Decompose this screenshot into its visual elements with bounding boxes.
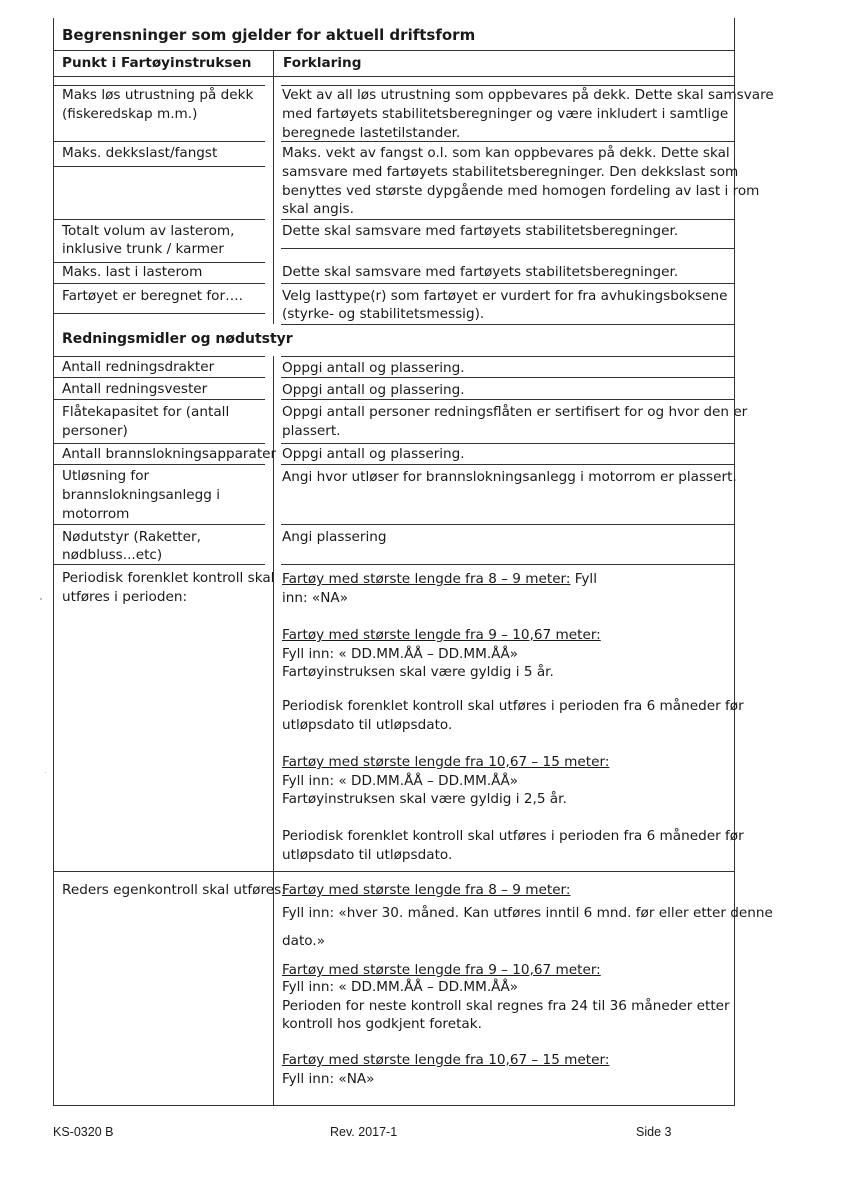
row-label-hold-volume [62, 222, 266, 241]
row-label-emergency-gear: Nødutstyr (Raketter, [62, 529, 201, 545]
row-explanation-vessel-designed-for-1: Velg lasttype(r) som fartøyet er vurdert for fra avhukingsboksene [282, 288, 728, 304]
row-explanation-deck-cargo-1: Maks. vekt av fangst o.l. som kan oppbevares på dekk. Dette skal [282, 145, 730, 161]
row-explanation-deck-cargo-4: skal angis. [282, 201, 354, 217]
section-title-limitations: Begrensninger som gjelder for aktuell driftsform [62, 26, 476, 44]
vessel-length-heading: Fartøy med største lengde fra 8 – 9 meter: [282, 882, 571, 898]
periodic-block-3-line2: utløpsdato til utløpsdato. [282, 717, 453, 733]
periodic-block-5-line2: utløpsdato til utløpsdato. [282, 847, 453, 863]
periodic-block-4-line3: Fartøyinstruksen skal være gyldig i 2,5 år. [282, 791, 567, 807]
cell-text: Totalt volum av lasterom, [62, 223, 235, 239]
row-label-fire-release-line3: motorrom [62, 506, 130, 522]
cell-text: Maks løs utrustning på dekk [62, 87, 254, 103]
row-explanation-loose-equipment-3: beregnede lastetilstander. [282, 125, 461, 141]
row-label-fire-release-line2: brannslokningsanlegg i [62, 487, 220, 503]
owner-block-1-line2: Fyll inn: «hver 30. måned. Kan utføres inntil 6 mnd. før eller etter denne [282, 905, 773, 921]
periodic-block-2-line3: Fartøyinstruksen skal være gyldig i 5 år. [282, 664, 554, 680]
periodic-block-4-line2: Fyll inn: « DD.MM.ÅÅ – DD.MM.ÅÅ» [282, 773, 519, 789]
row-label-deck-cargo: Maks. dekkslast/fangst [62, 145, 218, 161]
footer-document-code: KS-0320 B [53, 1125, 114, 1139]
row-label-vessel-designed-for: Fartøyet er beregnet for…. [62, 288, 243, 304]
row-label-hold-volume-line2: inklusive trunk / karmer [62, 241, 224, 257]
periodic-block-1 [282, 570, 597, 589]
row-explanation-vessel-designed-for-2: (styrke- og stabilitetsmessig). [282, 306, 485, 322]
owner-block-3-line2: Fyll inn: «NA» [282, 1071, 375, 1087]
periodic-block-1-line2: inn: «NA» [282, 590, 349, 606]
scan-speck [45, 772, 46, 773]
row-label-max-hold-load: Maks. last i lasterom [62, 264, 203, 280]
row-explanation-deck-cargo-2: samsvare med fartøyets stabilitetsberegninger. Den dekkslast som [282, 164, 739, 180]
footer-revision: Rev. 2017-1 [330, 1125, 398, 1139]
row-explanation-fire-release: Angi hvor utløser for brannslokningsanlegg i motorrom er plassert. [282, 469, 737, 485]
row-label-periodic-control: Periodisk forenklet kontroll skal [62, 570, 275, 586]
row-label-raft-capacity: Flåtekapasitet for (antall [62, 404, 230, 420]
owner-block-2-line3: Perioden for neste kontroll skal regnes fra 24 til 36 måneder etter [282, 998, 730, 1014]
row-label-emergency-gear-line2: nødbluss...etc) [62, 547, 163, 563]
vessel-length-heading: Fartøy med største lengde fra 10,67 – 15 meter: [282, 1052, 610, 1068]
row-label-raft-capacity-line2: personer) [62, 423, 128, 439]
row-label-owner-control: Reders egenkontroll skal utføres: [62, 882, 286, 898]
vessel-length-heading: Fartøy med største lengde fra 9 – 10,67 meter: [282, 627, 601, 643]
scan-speck [40, 598, 42, 600]
row-explanation-life-jackets: Oppgi antall og plassering. [282, 382, 465, 398]
row-explanation-hold-volume: Dette skal samsvare med fartøyets stabilitetsberegninger. [282, 223, 679, 239]
periodic-block-2-line2: Fyll inn: « DD.MM.ÅÅ – DD.MM.ÅÅ» [282, 646, 519, 662]
owner-block-1-line3: dato.» [282, 933, 326, 949]
row-explanation-survival-suits: Oppgi antall og plassering. [282, 360, 465, 376]
row-explanation-max-hold-load: Dette skal samsvare med fartøyets stabilitetsberegninger. [282, 264, 679, 280]
row-explanation-emergency-gear: Angi plassering [282, 529, 387, 545]
owner-block-2-line2: Fyll inn: « DD.MM.ÅÅ – DD.MM.ÅÅ» [282, 979, 519, 995]
footer-page-number: Side 3 [636, 1125, 672, 1139]
row-label-periodic-control-line2: utføres i perioden: [62, 589, 188, 605]
row-label-survival-suits: Antall redningsdrakter [62, 359, 215, 375]
row-label-life-jackets: Antall redningsvester [62, 381, 208, 397]
column-header-point: Punkt i Fartøyinstruksen [62, 55, 252, 71]
row-label-loose-equipment-line2: (fiskeredskap m.m.) [62, 106, 198, 122]
row-explanation-extinguishers: Oppgi antall og plassering. [282, 446, 465, 462]
owner-block-2-line4: kontroll hos godkjent foretak. [282, 1016, 482, 1032]
row-explanation-loose-equipment-2: med fartøyets stabilitetsberegninger og være inkludert i samtlige [282, 106, 729, 122]
vessel-length-heading: Fartøy med største lengde fra 8 – 9 meter: [282, 571, 571, 587]
inline-text: Fyll [570, 571, 597, 587]
row-label-fire-release: Utløsning for [62, 468, 150, 484]
row-label-extinguishers: Antall brannslokningsapparater [62, 446, 277, 462]
row-explanation-loose-equipment-1: Vekt av all løs utrustning som oppbevares på dekk. Dette skal samsvare [282, 87, 774, 103]
vessel-length-heading: Fartøy med største lengde fra 10,67 – 15 meter: [282, 754, 610, 770]
row-explanation-raft-capacity-1: Oppgi antall personer redningsflåten er sertifisert for og hvor den er [282, 404, 748, 420]
row-explanation-raft-capacity-2: plassert. [282, 423, 341, 439]
row-label-loose-equipment [62, 86, 266, 105]
vessel-length-heading: Fartøy med største lengde fra 9 – 10,67 meter: [282, 962, 601, 978]
column-header-explanation: Forklaring [283, 55, 362, 71]
periodic-block-3-line1: Periodisk forenklet kontroll skal utføres i perioden fra 6 måneder før [282, 698, 744, 714]
periodic-block-5-line1: Periodisk forenklet kontroll skal utføres i perioden fra 6 måneder før [282, 828, 744, 844]
section-title-rescue-equipment: Redningsmidler og nødutstyr [62, 331, 293, 347]
row-explanation-deck-cargo-3: benyttes ved største dypgående med homogen fordeling av last i rom [282, 183, 760, 199]
